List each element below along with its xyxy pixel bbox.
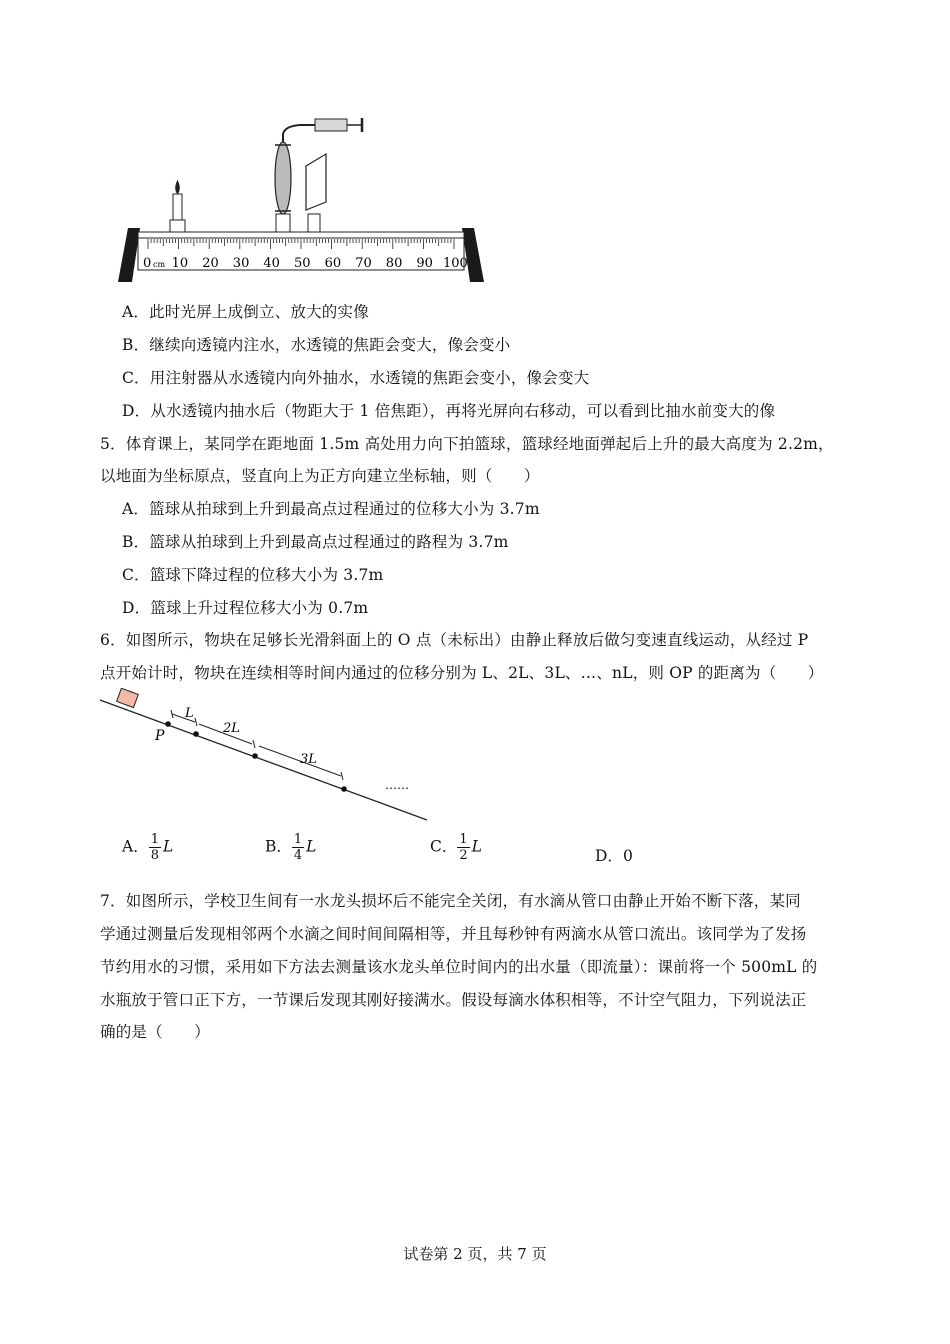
q4-option-a: A．此时光屏上成倒立、放大的实像: [122, 303, 369, 321]
water-lens: [275, 142, 291, 214]
q5-option-d: D．篮球上升过程位移大小为 0.7m: [122, 599, 369, 617]
block: [117, 688, 139, 707]
lens-holder: [276, 214, 290, 232]
bench-right-stand: [462, 228, 484, 282]
q5-option-b: B．篮球从拍球到上升到最高点过程通过的路程为 3.7m: [122, 533, 509, 551]
q6-stem-line2: 点开始计时，物块在连续相等时间内通过的位移分别为 L、2L、3L、…、nL，则 OP 的距离为（ ）: [100, 664, 824, 682]
svg-text:cm: cm: [153, 260, 166, 269]
syringe: [315, 119, 347, 131]
incline-surface: [100, 700, 427, 820]
svg-text:3L: 3L: [300, 752, 317, 767]
q7-stem-line2: 学通过测量后发现相邻两个水滴之间时间间隔相等，并且每秒钟有两滴水从管口流出。该同学为了发扬: [100, 925, 807, 943]
ruler-tick-label: 40: [263, 256, 280, 271]
q6-option-c: C． $\frac{1}{2}$ L: [430, 832, 482, 863]
q6-option-d: D．0: [595, 847, 633, 865]
syringe-tube: [283, 125, 315, 142]
q7-stem-line5: 确的是（ ）: [100, 1023, 210, 1041]
ruler-tick-label: 50: [294, 256, 311, 271]
ruler-tick-label: 20: [202, 256, 219, 271]
ruler-tick-label: 70: [355, 256, 372, 271]
ruler-tick-label: 90: [416, 256, 433, 271]
q5-stem-line1: 5．体育课上，某同学在距地面 1.5m 高处用力向下拍篮球，篮球经地面弹起后上升的最大高度为 2.2m，: [100, 435, 834, 453]
q6-stem-line1: 6．如图所示，物块在足够长光滑斜面上的 O 点（未标出）由静止释放后做匀变速直线运动，从经过 P: [100, 631, 809, 649]
q7-stem-line3: 节约用水的习惯，采用如下方法去测量该水龙头单位时间内的出水量（即流量）：课前将一个 500mL 的: [100, 958, 818, 976]
q6-option-b: B． $\frac{1}{4}$ L: [265, 832, 317, 863]
ruler-tick-label: 100: [443, 256, 468, 271]
bench-left-stand: [118, 228, 140, 282]
candle-flame: [175, 180, 180, 194]
ruler-tick-label: 60: [324, 256, 342, 271]
q6-option-a: A． $\frac{1}{8}$ L: [122, 832, 174, 863]
svg-text:2L: 2L: [223, 721, 240, 736]
ruler-tick-label: 80: [385, 256, 403, 271]
page-footer: 试卷第 2 页，共 7 页: [403, 1245, 547, 1263]
point-p: [165, 721, 171, 727]
light-screen: [306, 154, 326, 210]
optical-bench-figure: [110, 110, 500, 285]
incline-figure: [95, 688, 445, 828]
q7-stem-line4: 水瓶放于管口正下方，一节课后发现其刚好接满水。假设每滴水体积相等，不计空气阻力，下列说法正: [100, 991, 807, 1009]
ruler-tick-label: 30: [232, 256, 250, 271]
q5-option-a: A．篮球从拍球到上升到最高点过程通过的位移大小为 3.7m: [122, 500, 540, 518]
q4-option-c: C．用注射器从水透镜内向外抽水，水透镜的焦距会变小，像会变大: [122, 369, 590, 387]
svg-text:0: 0: [143, 256, 152, 271]
svg-text:L: L: [185, 706, 194, 721]
svg-text:……: ……: [385, 778, 409, 792]
q4-option-b: B．继续向透镜内注水，水透镜的焦距会变大，像会变小: [122, 336, 511, 354]
ruler-tick-label: 10: [171, 256, 189, 271]
candle-holder: [170, 220, 185, 232]
q7-stem-line1: 7．如图所示，学校卫生间有一水龙头损坏后不能完全关闭，有水滴从管口由静止开始不断下落，某同: [100, 892, 801, 910]
q5-stem-line2: 以地面为坐标原点，竖直向上为正方向建立坐标轴，则（ ）: [100, 467, 540, 485]
screen-holder: [308, 214, 320, 232]
bench-rail: [138, 232, 464, 238]
candle-body: [173, 194, 182, 220]
q4-option-d: D．从水透镜内抽水后（物距大于 1 倍焦距），再将光屏向右移动，可以看到比抽水前变大的像: [122, 402, 776, 420]
q5-option-c: C．篮球下降过程的位移大小为 3.7m: [122, 566, 384, 584]
svg-text:P: P: [155, 728, 165, 744]
